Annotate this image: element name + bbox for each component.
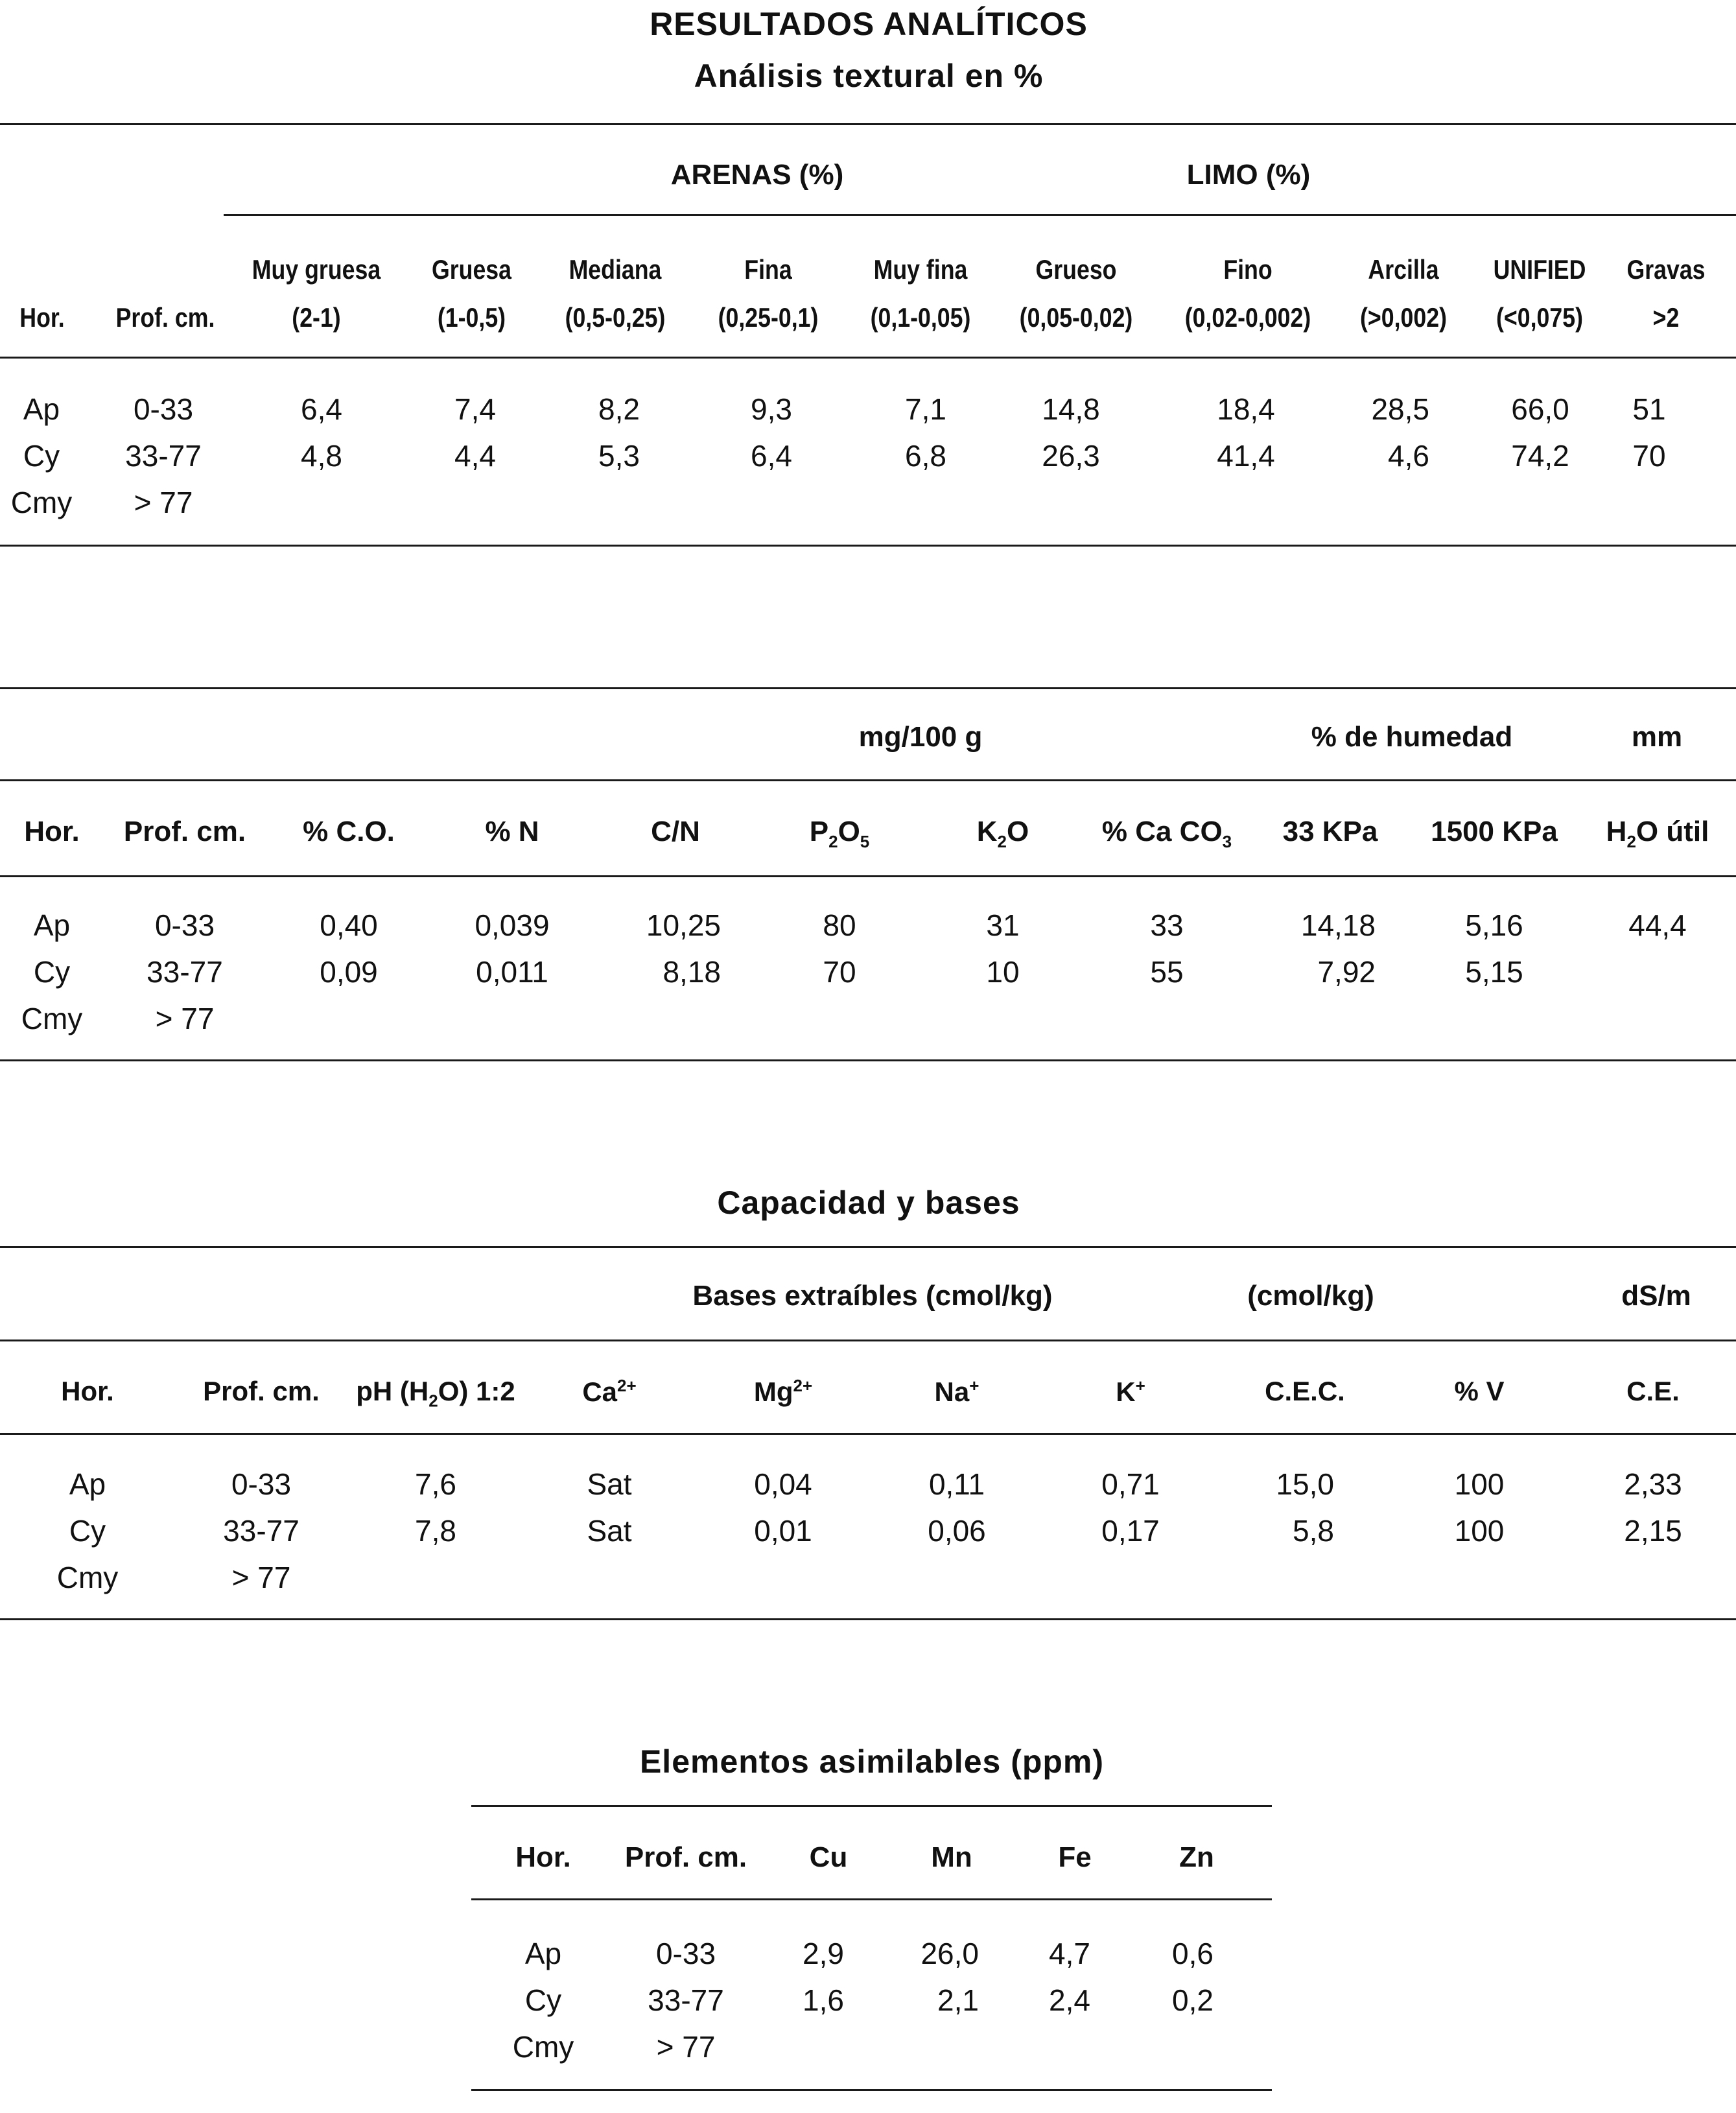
page-title: RESULTADOS ANALÍTICOS: [650, 6, 1088, 42]
cell-ph: 7,8: [415, 1514, 456, 1548]
header-grueso: Grueso: [1035, 254, 1117, 285]
cell-cu: 2,9: [803, 1937, 844, 1970]
header-caco3: % Ca $CO_3$: [1101, 816, 1232, 851]
cell-prof: 33-77: [223, 1514, 299, 1548]
cell-zn: 0,2: [1172, 1983, 1214, 2017]
textural-top-rule: [0, 123, 1736, 125]
cell-gravas: 70: [1632, 439, 1666, 473]
cell-hor: Ap: [23, 392, 60, 426]
cell-k2o: 31: [986, 908, 1020, 942]
cell-prof: 33-77: [147, 955, 223, 989]
cell-na: 0,11: [928, 1467, 985, 1501]
header-unified-range: (<0,075): [1496, 302, 1583, 333]
cell-k: 0,71: [1101, 1467, 1160, 1501]
cell-hor: Cmy: [21, 1002, 83, 1035]
header-mediana: Mediana: [569, 254, 662, 285]
cell-hor: Cy: [69, 1514, 106, 1548]
cell-arcilla: 4,6: [1388, 439, 1429, 473]
chemical-top-rule: [0, 687, 1736, 689]
textural-subtitle: Análisis textural en %: [694, 58, 1044, 94]
cell-mg: 0,01: [754, 1514, 812, 1548]
header-na: Na+: [934, 1376, 979, 1407]
group-humedad: % de humedad: [1311, 721, 1513, 753]
header-ce: C.E.: [1626, 1376, 1680, 1406]
cell-h2o-util: 44,4: [1628, 908, 1687, 942]
header-gravas-range: >2: [1652, 302, 1680, 333]
cell-fino: 41,4: [1217, 439, 1275, 473]
cell-gruesa: 4,4: [454, 439, 496, 473]
group-cmol: (cmol/kg): [1247, 1280, 1374, 1312]
group-limo: LIMO (%): [1186, 159, 1311, 191]
chemical-bottom-rule: [0, 1059, 1736, 1061]
header-muy-fina: Muy fina: [873, 254, 968, 285]
cell-1500kpa: 5,16: [1465, 908, 1523, 942]
cell-cec: 5,8: [1293, 1514, 1334, 1548]
header-fino: Fino: [1223, 254, 1273, 285]
cell-hor: Cy: [23, 439, 60, 473]
header-p2o5: $P_2O_5$: [809, 816, 870, 851]
cell-prof: 0-33: [133, 392, 194, 426]
cell-muy-gruesa: 4,8: [301, 439, 342, 473]
header-33kpa: 33 KPa: [1282, 816, 1378, 847]
capacity-header-rule: [0, 1433, 1736, 1435]
cell-na: 0,06: [928, 1514, 986, 1548]
cell-ph: 7,6: [415, 1467, 456, 1501]
cell-prof: 0-33: [154, 908, 215, 942]
cell-p2o5: 70: [823, 955, 856, 989]
cell-mediana: 8,2: [598, 392, 640, 426]
cell-mn: 2,1: [937, 1983, 979, 2017]
cell-33kpa: 14,18: [1300, 908, 1376, 942]
cell-ce: 2,15: [1624, 1514, 1682, 1548]
header-fe: Fe: [1058, 1841, 1092, 1873]
header-fina-range: (0,25-0,1): [718, 302, 819, 333]
chemical-header-rule: [0, 875, 1736, 877]
cell-grueso: 14,8: [1042, 392, 1100, 426]
elements-top-rule: [471, 1805, 1272, 1807]
header-hor: Hor.: [61, 1376, 114, 1406]
header-prof: Prof. cm.: [624, 1841, 747, 1873]
textural-header-rule: [0, 357, 1736, 359]
cell-fino: 18,4: [1217, 392, 1275, 426]
header-mn: Mn: [931, 1841, 972, 1873]
cell-muy-gruesa: 6,4: [301, 392, 342, 426]
header-arcilla-range: (>0,002): [1360, 302, 1447, 333]
cell-gravas: 51: [1632, 392, 1666, 426]
cell-1500kpa: 5,15: [1465, 955, 1523, 989]
cell-hor: Cmy: [56, 1561, 119, 1594]
group-mg: mg/100 g: [858, 721, 983, 753]
header-n: % N: [485, 816, 539, 847]
cell-cn: 8,18: [663, 955, 721, 989]
cell-prof: 33-77: [648, 1983, 724, 2017]
header-fina: Fina: [744, 254, 792, 285]
header-gravas: Gravas: [1626, 254, 1706, 285]
cell-hor: Ap: [33, 908, 71, 942]
capacity-title: Capacidad y bases: [717, 1185, 1020, 1221]
textural-group-rule: [224, 214, 1736, 216]
cell-mg: 0,04: [754, 1467, 812, 1501]
header-ph: pH $(H_2O)$ 1:2: [356, 1376, 515, 1411]
header-grueso-range: (0,05-0,02): [1019, 302, 1133, 333]
header-cn: C/N: [651, 816, 700, 847]
header-cec: C.E.C.: [1265, 1376, 1345, 1406]
header-gruesa-range: (1-0,5): [437, 302, 506, 333]
header-gruesa: Gruesa: [431, 254, 512, 285]
cell-gruesa: 7,4: [454, 392, 496, 426]
cell-n: 0,011: [476, 955, 548, 989]
cell-ca: Sat: [587, 1514, 632, 1548]
header-cu: Cu: [809, 1841, 848, 1873]
header-ca: $Ca^{2+}$: [582, 1376, 637, 1407]
header-prof: Prof. cm.: [115, 302, 215, 333]
header-prof: Prof. cm.: [123, 816, 246, 847]
capacity-group-rule: [0, 1340, 1736, 1341]
cell-hor: Cy: [33, 955, 71, 989]
header-muy-fina-range: (0,1-0,05): [870, 302, 971, 333]
header-hor: Hor.: [19, 302, 65, 333]
cell-hor: Ap: [69, 1467, 106, 1501]
header-fino-range: (0,02-0,002): [1184, 302, 1311, 333]
group-bases: Bases extraíbles (cmol/kg): [692, 1280, 1053, 1312]
cell-prof: > 77: [155, 1002, 215, 1035]
cell-ce: 2,33: [1624, 1467, 1682, 1501]
cell-hor: Cmy: [512, 2030, 574, 2064]
chemical-group-rule: [0, 779, 1736, 781]
header-hor: Hor.: [515, 1841, 571, 1873]
cell-prof: > 77: [134, 486, 193, 519]
header-k: K+: [1116, 1376, 1145, 1407]
header-arcilla: Arcilla: [1368, 254, 1439, 285]
cell-muy-fina: 6,8: [905, 439, 946, 473]
cell-hor: Cy: [524, 1983, 562, 2017]
cell-fe: 2,4: [1049, 1983, 1090, 2017]
header-v: % V: [1454, 1376, 1505, 1406]
cell-fe: 4,7: [1049, 1937, 1090, 1970]
cell-fina: 6,4: [751, 439, 792, 473]
group-arenas: ARENAS (%): [670, 159, 844, 191]
cell-arcilla: 28,5: [1371, 392, 1429, 426]
cell-unified: 74,2: [1511, 439, 1569, 473]
cell-v: 100: [1454, 1467, 1505, 1501]
cell-hor: Ap: [524, 1937, 562, 1970]
header-hor: Hor.: [24, 816, 80, 847]
header-muy-gruesa-range: (2-1): [292, 302, 341, 333]
cell-k: 0,17: [1101, 1514, 1160, 1548]
header-co: % C.O.: [303, 816, 395, 847]
capacity-top-rule: [0, 1246, 1736, 1248]
cell-caco3: 55: [1150, 955, 1184, 989]
cell-mn: 26,0: [921, 1937, 979, 1970]
elements-header-rule: [471, 1898, 1272, 1900]
header-h2o-util: $H_2O$ útil: [1606, 816, 1709, 851]
cell-co: 0,09: [320, 955, 378, 989]
elements-title: Elementos asimilables (ppm): [639, 1743, 1105, 1780]
cell-hor: Cmy: [10, 486, 73, 519]
cell-unified: 66,0: [1511, 392, 1569, 426]
cell-prof: 0-33: [231, 1467, 292, 1501]
header-mg: $Mg^{2+}$: [753, 1376, 813, 1407]
cell-grueso: 26,3: [1042, 439, 1100, 473]
cell-prof: 33-77: [125, 439, 202, 473]
cell-prof: > 77: [231, 1561, 291, 1594]
cell-cec: 15,0: [1276, 1467, 1334, 1501]
cell-fina: 9,3: [751, 392, 792, 426]
header-k2o: $K_2O$: [976, 816, 1029, 851]
cell-mediana: 5,3: [598, 439, 640, 473]
group-dsm: dS/m: [1621, 1280, 1691, 1312]
capacity-bottom-rule: [0, 1618, 1736, 1620]
elements-bottom-rule: [471, 2089, 1272, 2091]
cell-cu: 1,6: [803, 1983, 844, 2017]
cell-k2o: 10: [986, 955, 1020, 989]
cell-ca: Sat: [587, 1467, 632, 1501]
header-unified: UNIFIED: [1493, 254, 1586, 285]
cell-caco3: 33: [1150, 908, 1184, 942]
header-1500kpa: 1500 KPa: [1431, 816, 1558, 847]
cell-cn: 10,25: [646, 908, 721, 942]
header-zn: Zn: [1179, 1841, 1214, 1873]
cell-p2o5: 80: [823, 908, 856, 942]
cell-co: 0,40: [320, 908, 378, 942]
header-mediana-range: (0,5-0,25): [565, 302, 666, 333]
cell-v: 100: [1454, 1514, 1505, 1548]
header-prof: Prof. cm.: [203, 1376, 320, 1406]
header-muy-gruesa: Muy gruesa: [252, 254, 381, 285]
group-mm: mm: [1631, 721, 1683, 753]
cell-prof: 0-33: [655, 1937, 716, 1970]
cell-prof: > 77: [656, 2030, 716, 2064]
cell-zn: 0,6: [1172, 1937, 1214, 1970]
cell-33kpa: 7,92: [1317, 955, 1376, 989]
cell-muy-fina: 7,1: [905, 392, 946, 426]
cell-n: 0,039: [475, 908, 550, 942]
textural-bottom-rule: [0, 545, 1736, 547]
